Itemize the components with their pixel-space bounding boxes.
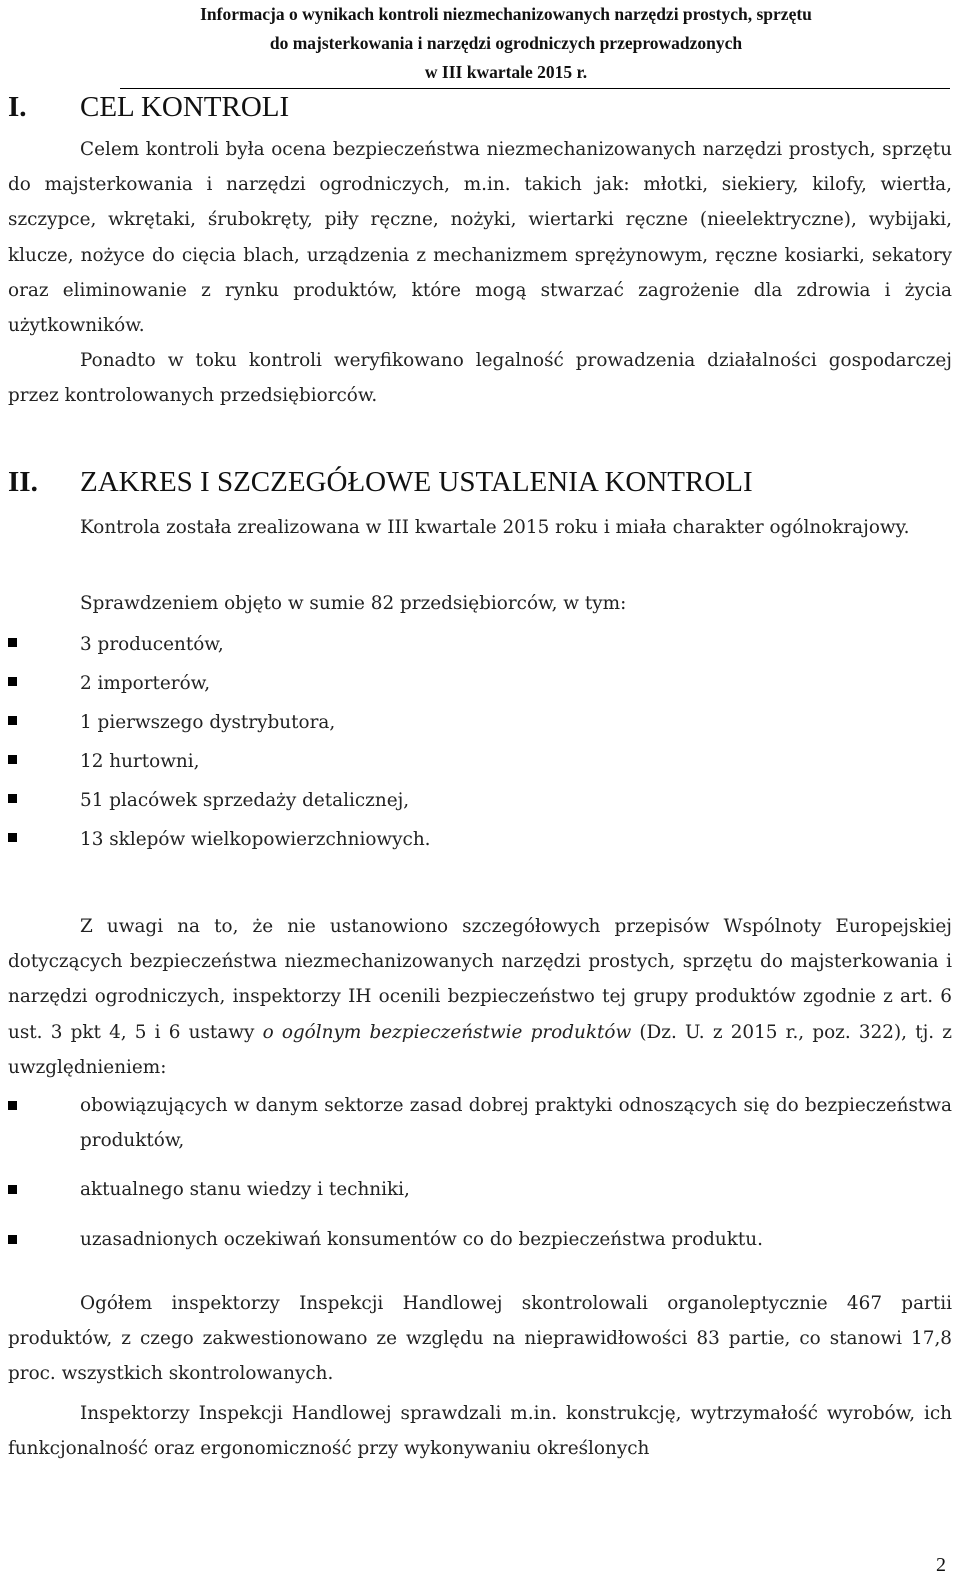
section-2-paragraph-4 xyxy=(8,1286,952,1392)
list-item: 12 hurtowni, xyxy=(8,742,952,781)
section-2-paragraph-3: Z uwagi na to, że nie ustanowiono szczegółowych przepisów Wspólnoty Europejskiej dotyczących bezpieczeństwa niezmechanizowanych narzędzi prostych, sprzętu do majsterkowania i narzędzi ogrodniczych, inspektorzy IH ocenili bezpieczeństwo tej grupy produktów zgodnie z art. 6 ust. 3 pkt 4, 5 i 6 ustawy o ogólnym bezpieczeństwie produktów (Dz. U. z 2015 r., poz. 322), tj. z uwzględnieniem: xyxy=(8,916,952,1078)
bullet-square-icon xyxy=(8,638,17,647)
list-item: 51 placówek sprzedaży detalicznej, xyxy=(8,781,952,820)
section-2-paragraph-2 xyxy=(8,586,952,621)
section-1-paragraph-2-text: Ponadto w toku kontroli weryfikowano legalność prowadzenia działalności gospodarczej przez kontrolowanych przedsiębiorców. xyxy=(8,350,952,407)
header-line-2: do majsterkowania i narzędzi ogrodniczych przeprowadzonych xyxy=(269,33,743,53)
criteria-list xyxy=(8,1088,952,1271)
bullet-square-icon xyxy=(8,794,17,803)
header-line-3: w III kwartale 2015 r. xyxy=(424,62,588,82)
bullet-square-icon xyxy=(8,833,17,842)
list-item: uzasadnionych oczekiwań konsumentów co do bezpieczeństwa produktu. xyxy=(8,1222,952,1257)
section-1-title: CEL KONTROLI xyxy=(80,91,290,123)
document-header xyxy=(76,0,936,87)
section-2-number: II. xyxy=(8,466,38,498)
section-2-title: ZAKRES I SZCZEGÓŁOWE USTALENIA KONTROLI xyxy=(80,466,753,498)
header-rule xyxy=(120,88,950,89)
section-2-paragraph-2-text: Sprawdzeniem objęto w sumie 82 przedsiębiorców, w tym: xyxy=(80,593,627,614)
bullet-square-icon xyxy=(8,677,17,686)
page-number: 2 xyxy=(936,1554,946,1576)
section-1-paragraph-1 xyxy=(8,132,952,343)
entrepreneur-breakdown-list xyxy=(8,625,952,859)
list-item: 2 importerów, xyxy=(8,664,952,703)
section-1-paragraph-2 xyxy=(8,343,952,413)
bullet-square-icon xyxy=(8,1185,17,1194)
section-1-number: I. xyxy=(8,91,27,123)
list-item: 13 sklepów wielkopowierzchniowych. xyxy=(8,820,952,859)
header-line-1: Informacja o wynikach kontroli niezmechanizowanych narzędzi prostych, sprzętu xyxy=(200,4,812,24)
bullet-square-icon xyxy=(8,1101,17,1110)
act-title: o ogólnym bezpieczeństwie produktów xyxy=(262,1021,632,1043)
section-1-paragraph-1-text: Celem kontroli była ocena bezpieczeństwa niezmechanizowanych narzędzi prostych, sprzętu do majsterkowania i narzędzi ogrodniczych, m.in. takich jak: młotki, siekiery, kilofy, wiertła, szczypce, wkrętaki, śrubokręty, piły ręczne, nożyki, wiertarki ręczne (nieelektryczne), wybijaki, klucze, nożyce do cięcia blach, urządzenia z mechanizmem sprężynowym, ręczne kosiarki, sekatory oraz eliminowanie z rynku produktów, które mogą stwarzać zagrożenie dla zdrowia i życia użytkowników. xyxy=(8,139,952,337)
bullet-square-icon xyxy=(8,716,17,725)
list-item: obowiązujących w danym sektorze zasad dobrej praktyki odnoszących się do bezpieczeństwa produktów, xyxy=(8,1088,952,1158)
section-2-paragraph-5-text: Inspektorzy Inspekcji Handlowej sprawdzali m.in. konstrukcję, wytrzymałość wyrobów, ich funkcjonalność oraz ergonomiczność przy wykonywaniu określonych xyxy=(8,1403,952,1460)
section-2-paragraph-1 xyxy=(8,510,952,545)
bullet-square-icon xyxy=(8,755,17,764)
list-item: 1 pierwszego dystrybutora, xyxy=(8,703,952,742)
section-2-paragraph-5 xyxy=(8,1396,952,1466)
list-item: aktualnego stanu wiedzy i techniki, xyxy=(8,1172,952,1207)
list-item: 3 producentów, xyxy=(8,625,952,664)
section-2-paragraph-1-text: Kontrola została zrealizowana w III kwartale 2015 roku i miała charakter ogólnokrajowy. xyxy=(80,517,910,538)
bullet-square-icon xyxy=(8,1235,17,1244)
section-2-paragraph-4-text: Ogółem inspektorzy Inspekcji Handlowej skontrolowali organoleptycznie 467 partii produktów, z czego zakwestionowano ze względu na nieprawidłowości 83 partie, co stanowi 17,8 proc. wszystkich skontrolowanych. xyxy=(8,1293,952,1385)
